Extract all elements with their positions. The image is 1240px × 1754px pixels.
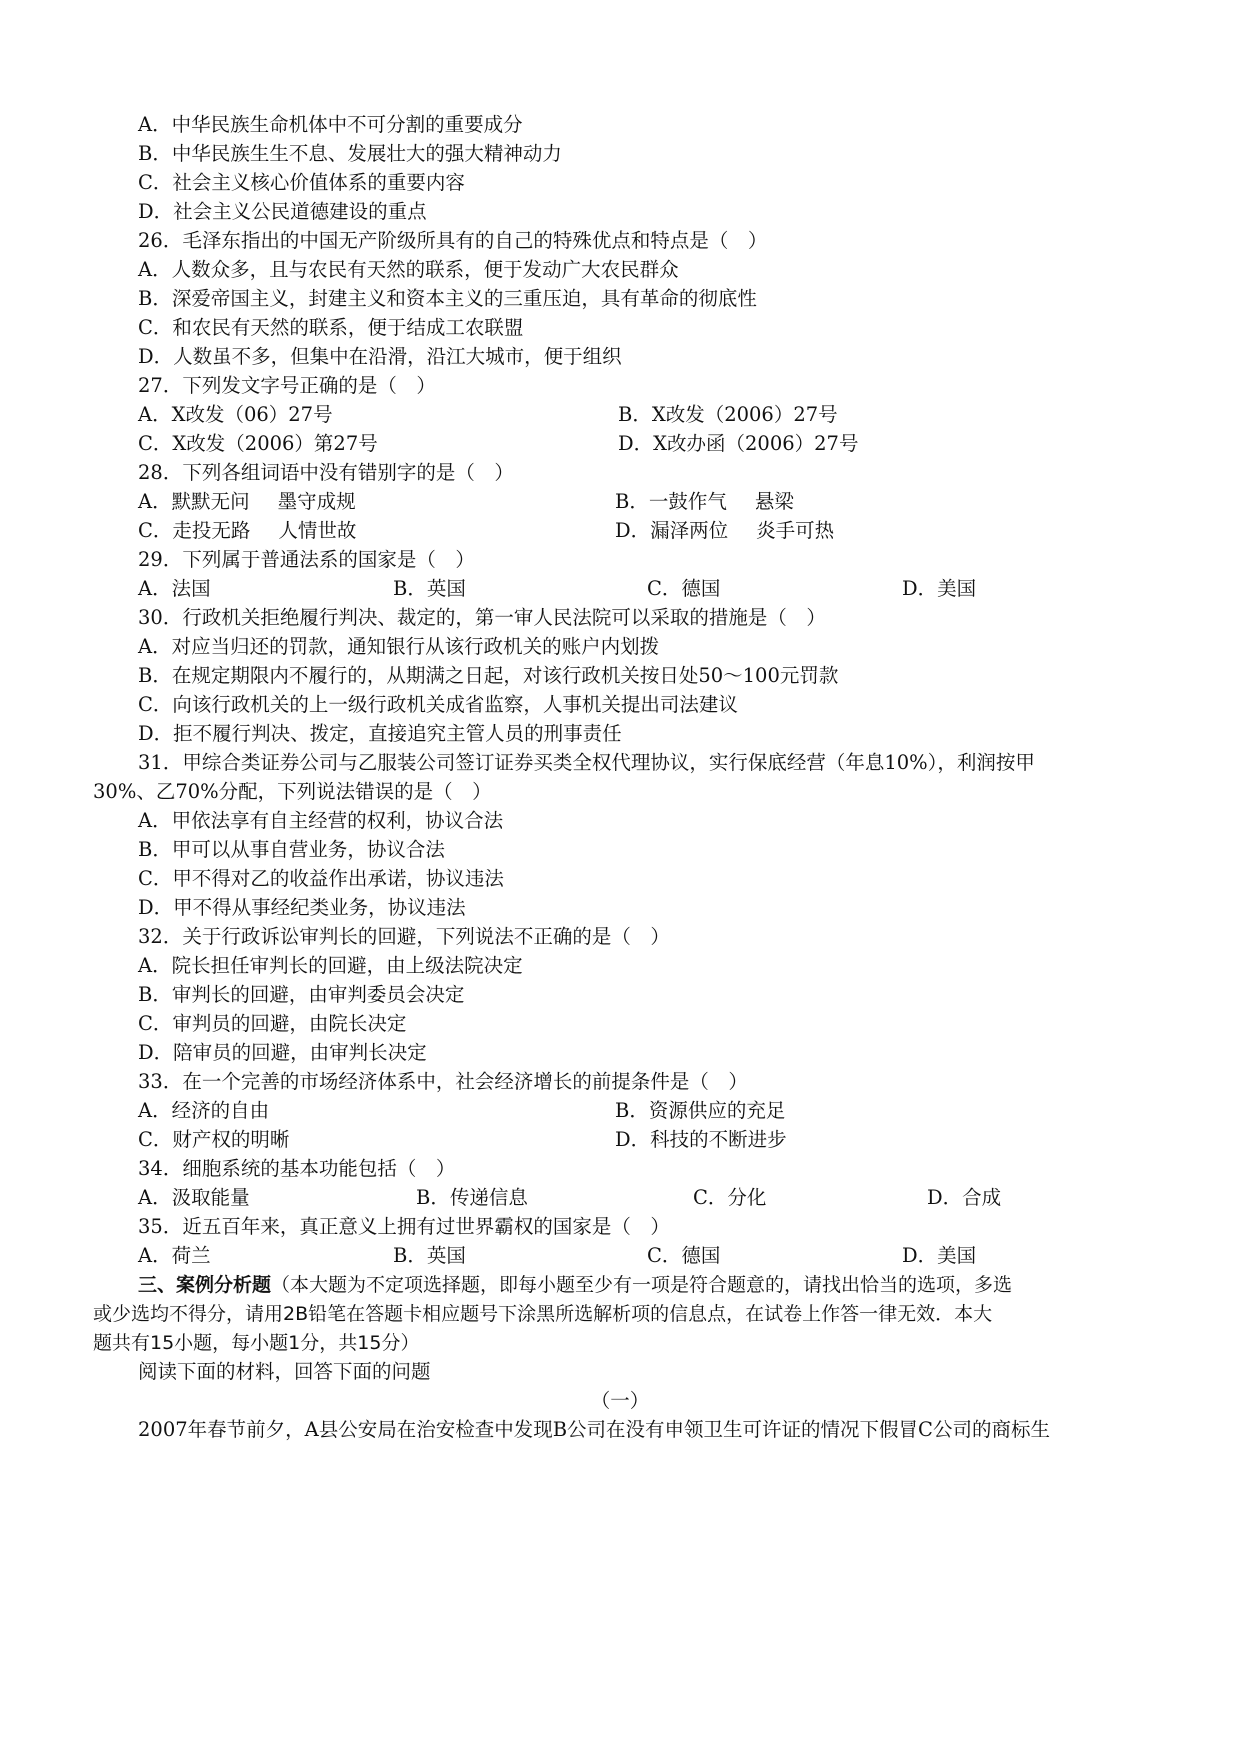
q33-option-d: D．科技的不断进步 (615, 1128, 787, 1151)
q35-option-a: A．荷兰 (138, 1244, 211, 1267)
q32-option-b: B．审判长的回避，由审判委员会决定 (138, 983, 465, 1006)
q30-option-d: D．拒不履行判决、拨定，直接追究主管人员的刑事责任 (138, 722, 622, 745)
q26-option-a: A．人数众多，且与农民有天然的联系，便于发动广大农民群众 (138, 258, 679, 281)
q26-option-b: B．深爱帝国主义，封建主义和资本主义的三重压迫，具有革命的彻底性 (138, 287, 757, 310)
q29-stem: 29．下列属于普通法系的国家是（ ） (138, 548, 475, 571)
section3-intro-line1 (138, 1270, 1012, 1300)
q28-option-a-word2: 墨守成规 (277, 490, 356, 513)
q29-option-d: D．美国 (902, 577, 977, 600)
q30-option-c: C．向该行政机关的上一级行政机关成省监察，人事机关提出司法建议 (138, 693, 738, 716)
q28-option-a-word1: A．默默无问 (138, 490, 250, 513)
q32-stem: 32．关于行政诉讼审判长的回避，下列说法不正确的是（ ） (138, 925, 670, 948)
q33-option-c: C．财产权的明晰 (138, 1128, 290, 1151)
q32-option-d: D．陪审员的回避，由审判长决定 (138, 1041, 427, 1064)
q28-option-c-word1: C．走投无路 (138, 519, 251, 542)
q32-option-a: A．院长担任审判长的回避，由上级法院决定 (138, 954, 523, 977)
q33-stem: 33．在一个完善的市场经济体系中，社会经济增长的前提条件是（ ） (138, 1070, 748, 1093)
section3-heading: 三、案例分析题 (138, 1274, 272, 1296)
q30-option-a: A．对应当归还的罚款，通知银行从该行政机关的账户内划拨 (138, 635, 660, 658)
q31-option-b: B．甲可以从事自营业务，协议合法 (138, 838, 445, 861)
q30-option-b: B．在规定期限内不履行的，从期满之日起，对该行政机关按日处50～100元罚款 (138, 664, 839, 687)
q33-option-a: A．经济的自由 (138, 1099, 270, 1122)
q35-stem: 35．近五百年来，真正意义上拥有过世界霸权的国家是（ ） (138, 1215, 670, 1238)
q27-stem: 27．下列发文字号正确的是（ ） (138, 374, 436, 397)
q34-option-d: D．合成 (927, 1186, 1002, 1209)
q28-option-b-word2: 悬梁 (754, 490, 794, 513)
q28-option-d-word1: D．漏泽两位 (615, 519, 729, 542)
reading-instruction: 阅读下面的材料，回答下面的问题 (138, 1360, 431, 1383)
q33-option-b: B．资源供应的充足 (615, 1099, 786, 1122)
q28-option-b (615, 487, 794, 517)
q34-option-a: A．汲取能量 (138, 1186, 250, 1209)
q28-option-b-word1: B．一鼓作气 (615, 490, 727, 513)
q35-option-c: C．德国 (647, 1244, 721, 1267)
q26-option-d: D．人数虽不多，但集中在沿滑，沿江大城市，便于组织 (138, 345, 622, 368)
q34-option-c: C．分化 (693, 1186, 767, 1209)
q31-option-d: D．甲不得从事经纪类业务，协议违法 (138, 896, 466, 919)
q27-option-b: B．X改发（2006）27号 (618, 403, 838, 426)
q32-option-c: C．审判员的回避，由院长决定 (138, 1012, 407, 1035)
section3-text1: （本大题为不定项选择题，即每小题至少有一项是符合题意的，请找出恰当的选项，多选 (271, 1274, 1013, 1296)
q30-stem: 30．行政机关拒绝履行判决、裁定的，第一审人民法院可以采取的措施是（ ） (138, 606, 826, 629)
q35-option-b: B．英国 (393, 1244, 466, 1267)
q26-option-c: C．和农民有天然的联系，便于结成工农联盟 (138, 316, 524, 339)
q26-stem: 26．毛泽东指出的中国无产阶级所具有的自己的特殊优点和特点是（ ） (138, 229, 768, 252)
q25-option-c: C．社会主义核心价值体系的重要内容 (138, 171, 465, 194)
q29-option-b: B．英国 (393, 577, 466, 600)
q28-option-d (615, 516, 834, 546)
q27-option-a: A．X改发（06）27号 (138, 403, 333, 426)
q34-option-b: B．传递信息 (416, 1186, 528, 1209)
q25-option-b: B．中华民族生生不息、发展壮大的强大精神动力 (138, 142, 562, 165)
q28-option-d-word2: 炎手可热 (756, 519, 835, 542)
section3-intro-line2: 或少选均不得分，请用2B铅笔在答题卡相应题号下涂黑所选解析项的信息点，在试卷上作答一律无效．本大 (93, 1303, 993, 1325)
q27-option-d: D．X改办函（2006）27号 (618, 432, 859, 455)
q34-stem: 34．细胞系统的基本功能包括（ ） (138, 1157, 456, 1180)
q28-option-c-word2: 人情世故 (278, 519, 357, 542)
case-text: 2007年春节前夕，A县公安局在治安检查中发现B公司在没有申领卫生可许证的情况下假冒C公司的商标生 (138, 1418, 1050, 1441)
q29-option-c: C．德国 (647, 577, 721, 600)
case-part-number: （一） (590, 1389, 650, 1412)
q28-stem: 28．下列各组词语中没有错别字的是（ ） (138, 461, 514, 484)
q31-stem-line1: 31．甲综合类证券公司与乙服装公司签订证券买类全权代理协议，实行保底经营（年息10%），利润按甲 (138, 751, 1035, 774)
q27-option-c: C．X改发（2006）第27号 (138, 432, 378, 455)
q31-option-c: C．甲不得对乙的收益作出承诺，协议违法 (138, 867, 504, 890)
q28-option-a (138, 487, 356, 517)
q31-option-a: A．甲依法享有自主经营的权利，协议合法 (138, 809, 504, 832)
q25-option-a: A．中华民族生命机体中不可分割的重要成分 (138, 113, 523, 136)
q25-option-d: D．社会主义公民道德建设的重点 (138, 200, 427, 223)
q29-option-a: A．法国 (138, 577, 211, 600)
q31-stem-line2: 30%、乙70%分配，下列说法错误的是（ ） (93, 780, 492, 803)
q35-option-d: D．美国 (902, 1244, 977, 1267)
q28-option-c (138, 516, 356, 546)
section3-intro-line3: 题共有15小题，每小题1分，共15分） (93, 1332, 420, 1354)
